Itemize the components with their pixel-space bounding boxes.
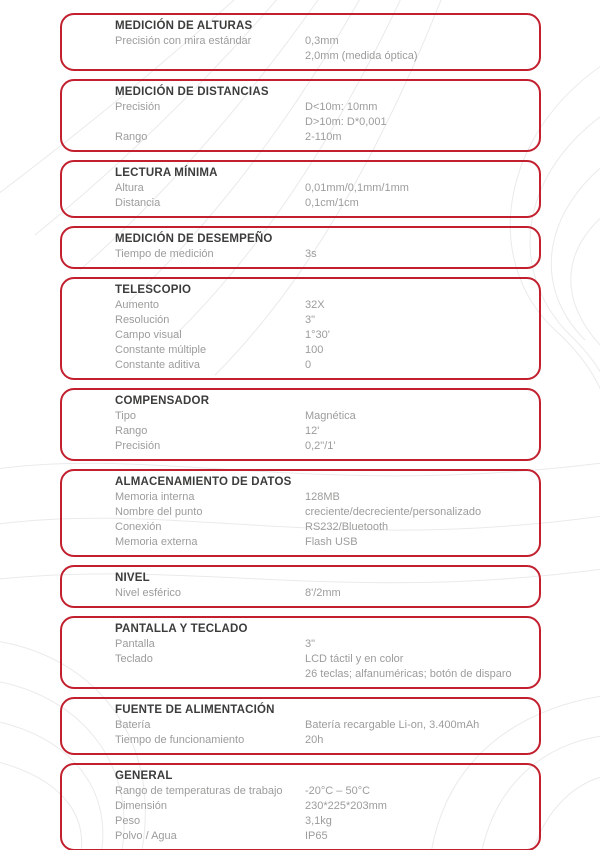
spec-row (115, 535, 529, 550)
spec-value (305, 799, 529, 814)
spec-value-line: 0,2"/1' (305, 440, 336, 452)
spec-value (305, 409, 529, 424)
spec-value (305, 784, 529, 799)
spec-value (305, 829, 529, 844)
section-title: TELESCOPIO (115, 284, 192, 296)
spec-sections (60, 13, 541, 850)
spec-row (115, 637, 529, 652)
section-title: GENERAL (115, 770, 173, 782)
spec-value (305, 328, 529, 343)
spec-value-line: -20°C – 50°C (305, 785, 371, 797)
spec-label: Polvo / Agua (115, 830, 177, 842)
spec-value-line: 2-110m (305, 131, 342, 143)
spec-value-line: Magnética (305, 410, 356, 422)
spec-section (60, 226, 541, 269)
spec-label: Precisión (115, 101, 161, 113)
spec-row (115, 829, 529, 844)
spec-value (305, 424, 529, 439)
spec-value-line: 32X (305, 299, 325, 311)
spec-row (115, 718, 529, 733)
spec-section (60, 616, 541, 689)
spec-value (305, 637, 529, 652)
spec-value (305, 130, 529, 145)
spec-row (115, 196, 529, 211)
spec-row (115, 784, 529, 799)
spec-label: Precisión con mira estándar (115, 35, 252, 47)
spec-section (60, 79, 541, 152)
spec-row (115, 799, 529, 814)
spec-value-line: 3" (305, 638, 316, 650)
spec-row (115, 181, 529, 196)
spec-label: Teclado (115, 653, 153, 665)
spec-label: Conexión (115, 521, 162, 533)
spec-row (115, 424, 529, 439)
spec-section (60, 13, 541, 71)
spec-value-line: 100 (305, 344, 324, 356)
spec-label: Constante aditiva (115, 359, 200, 371)
spec-value-line: RS232/Bluetooth (305, 521, 389, 533)
spec-row (115, 358, 529, 373)
spec-section (60, 469, 541, 557)
spec-row (115, 247, 529, 262)
spec-label: Resolución (115, 314, 170, 326)
section-title: FUENTE DE ALIMENTACIÓN (115, 704, 275, 716)
section-title: ALMACENAMIENTO DE DATOS (115, 476, 292, 488)
spec-value (305, 535, 529, 550)
spec-value (305, 247, 529, 262)
spec-value-line: IP65 (305, 830, 328, 842)
spec-section (60, 565, 541, 608)
spec-value-line: 0,1cm/1cm (305, 197, 359, 209)
section-title: MEDICIÓN DE ALTURAS (115, 20, 253, 32)
spec-label: Pantalla (115, 638, 155, 650)
spec-value-line: 12' (305, 425, 320, 437)
spec-label: Rango (115, 425, 148, 437)
spec-label: Precisión (115, 440, 161, 452)
spec-row (115, 586, 529, 601)
spec-value (305, 718, 529, 733)
spec-value-line: 26 teclas; alfanuméricas; botón de disparo (305, 668, 512, 680)
spec-value-line: 128MB (305, 491, 340, 503)
spec-row (115, 130, 529, 145)
spec-value (305, 343, 529, 358)
spec-value-line: 230*225*203mm (305, 800, 387, 812)
spec-label: Batería (115, 719, 151, 731)
spec-value-line: LCD táctil y en color (305, 653, 404, 665)
spec-value-line: Flash USB (305, 536, 358, 548)
spec-section (60, 277, 541, 380)
spec-label: Nivel esférico (115, 587, 182, 599)
spec-label: Altura (115, 182, 144, 194)
spec-value (305, 298, 529, 313)
spec-row (115, 505, 529, 520)
spec-value (305, 439, 529, 454)
spec-value (305, 814, 529, 829)
spec-label: Distancia (115, 197, 161, 209)
spec-row (115, 814, 529, 829)
spec-value (305, 358, 529, 373)
spec-value (305, 652, 529, 682)
spec-label: Tiempo de medición (115, 248, 214, 260)
spec-row (115, 328, 529, 343)
spec-label: Nombre del punto (115, 506, 203, 518)
spec-value (305, 313, 529, 328)
spec-value-line: 1°30' (305, 329, 330, 341)
spec-value (305, 520, 529, 535)
spec-value-line: D>10m: D*0,001 (305, 116, 387, 128)
spec-value (305, 505, 529, 520)
spec-value (305, 181, 529, 196)
spec-value-line: 2,0mm (medida óptica) (305, 50, 418, 62)
section-title: LECTURA MÍNIMA (115, 167, 218, 179)
spec-label: Aumento (115, 299, 160, 311)
spec-label: Tipo (115, 410, 136, 422)
spec-value (305, 586, 529, 601)
spec-row (115, 652, 529, 682)
spec-row (115, 343, 529, 358)
spec-row (115, 409, 529, 424)
spec-label: Memoria interna (115, 491, 195, 503)
spec-value-line: creciente/decreciente/personalizado (305, 506, 482, 518)
spec-row (115, 733, 529, 748)
spec-section (60, 388, 541, 461)
spec-label: Rango de temperaturas de trabajo (115, 785, 283, 797)
spec-row (115, 439, 529, 454)
spec-section (60, 160, 541, 218)
section-title: MEDICIÓN DE DESEMPEÑO (115, 233, 273, 245)
spec-value-line: 3,1kg (305, 815, 332, 827)
spec-label: Peso (115, 815, 141, 827)
spec-value-line: 3s (305, 248, 317, 260)
spec-label: Memoria externa (115, 536, 198, 548)
spec-value-line: 0 (305, 359, 312, 371)
spec-value-line: 0,01mm/0,1mm/1mm (305, 182, 409, 194)
section-title: NIVEL (115, 572, 150, 584)
spec-row (115, 520, 529, 535)
spec-row (115, 100, 529, 130)
spec-value-line: 8'/2mm (305, 587, 341, 599)
spec-value (305, 34, 529, 64)
spec-label: Tiempo de funcionamiento (115, 734, 245, 746)
spec-row (115, 34, 529, 64)
section-title: PANTALLA Y TECLADO (115, 623, 248, 635)
spec-label: Campo visual (115, 329, 182, 341)
spec-section (60, 763, 541, 850)
spec-value-line: 3" (305, 314, 316, 326)
spec-row (115, 490, 529, 505)
spec-value-line: 0,3mm (305, 35, 339, 47)
spec-label: Constante múltiple (115, 344, 207, 356)
spec-value (305, 100, 529, 130)
spec-label: Dimensión (115, 800, 167, 812)
spec-value (305, 490, 529, 505)
spec-section (60, 697, 541, 755)
spec-value (305, 196, 529, 211)
spec-value-line: D<10m: 10mm (305, 101, 378, 113)
spec-row (115, 298, 529, 313)
spec-value (305, 733, 529, 748)
section-title: COMPENSADOR (115, 395, 210, 407)
spec-row (115, 313, 529, 328)
spec-value-line: 20h (305, 734, 324, 746)
spec-label: Rango (115, 131, 148, 143)
section-title: MEDICIÓN DE DISTANCIAS (115, 86, 269, 98)
spec-value-line: Batería recargable Li-on, 3.400mAh (305, 719, 480, 731)
